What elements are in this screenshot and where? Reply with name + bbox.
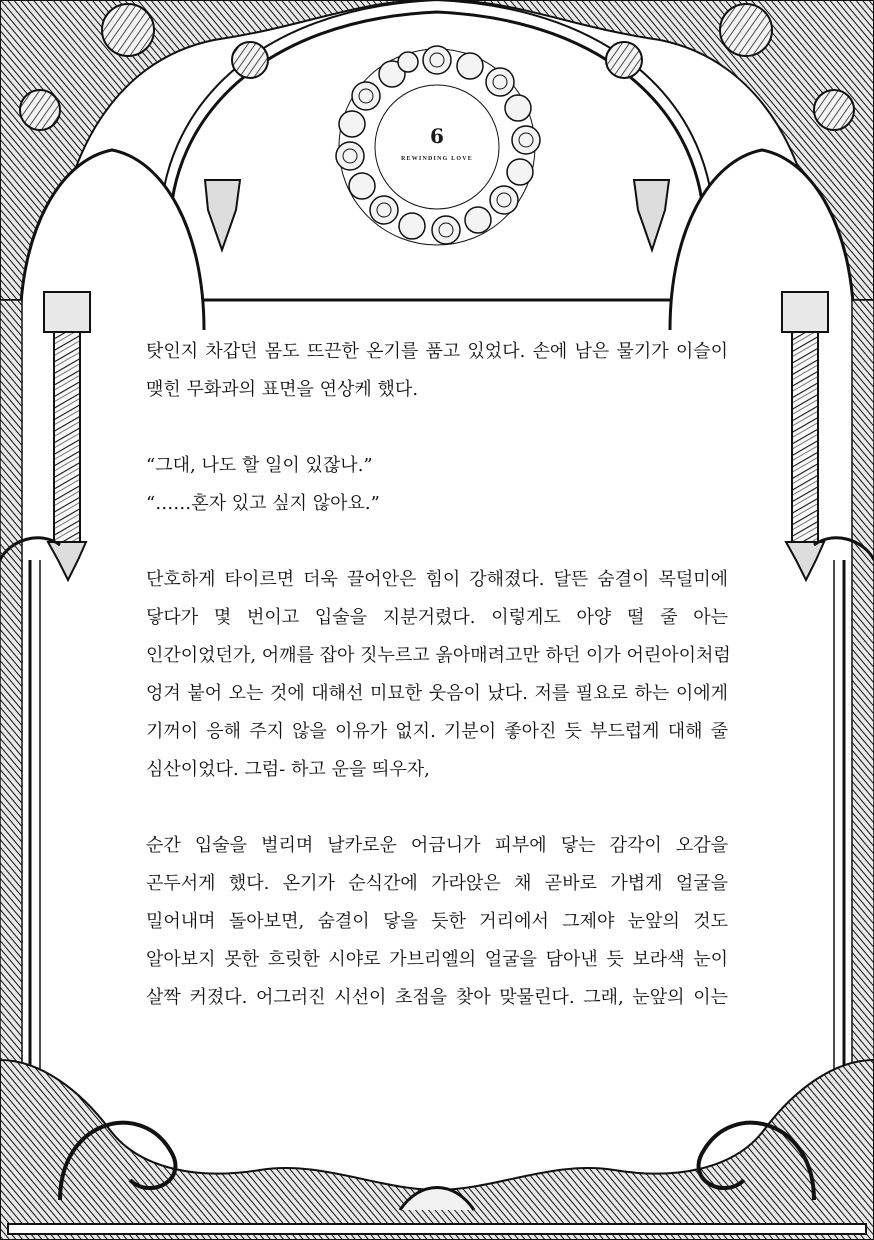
body-text — [146, 333, 731, 1017]
text-line: 순간 입술을 벌리며 날카로운 어금니가 피부에 닿는 감각이 오감을 — [146, 835, 728, 856]
text-line: 알아보지 못한 흐릿한 시야로 가브리엘의 얼굴을 담아낸 듯 보라색 눈이 — [146, 949, 728, 970]
dialogue-line: “그대, 나도 할 일이 있잖나.” — [146, 455, 373, 476]
text-line: 닿다가 몇 번이고 입술을 지분거렸다. 이렇게도 아양 떨 줄 아는 — [146, 607, 728, 628]
dialogue-line: “……혼자 있고 싶지 않아요.” — [146, 493, 380, 514]
chapter-number: 6 — [430, 124, 444, 148]
text-line: 인간이었던가, 어깨를 잡아 짓누르고 옭아매려고만 하던 이가 어린아이처럼 — [146, 645, 731, 666]
text-line: 살짝 커졌다. 어그러진 시선이 초점을 찾아 맞물린다. 그래, 눈앞의 이는 — [146, 987, 728, 1008]
text-line: 맺힌 무화과의 표면을 연상케 했다. — [146, 379, 419, 400]
chapter-subtitle: REWINDING LOVE — [401, 156, 473, 162]
right-column — [782, 292, 874, 1100]
text-line: 기꺼이 응해 주지 않을 이유가 없지. 기분이 좋아진 듯 부드럽게 대해 줄 — [146, 721, 728, 742]
text-line: 단호하게 타이르면 더욱 끌어안은 힘이 강해졌다. 달뜬 숨결이 목덜미에 — [146, 569, 728, 590]
text-line: 곤두서게 했다. 온기가 순식간에 가라앉은 채 곧바로 가볍게 얼굴을 — [146, 873, 728, 894]
text-line: 심산이었다. 그럼- 하고 운을 띄우자, — [146, 759, 430, 780]
text-line: 탓인지 차갑던 몸도 뜨끈한 온기를 품고 있었다. 손에 남은 물기가 이슬이 — [146, 341, 728, 362]
text-line: 밀어내며 돌아보면, 숨결이 닿을 듯한 거리에서 그제야 눈앞의 것도 — [146, 911, 728, 932]
text-line: 엉겨 붙어 오는 것에 대해선 미묘한 웃음이 났다. 저를 필요로 하는 이에게 — [146, 683, 728, 704]
bottom-scrollwork — [0, 1060, 874, 1240]
left-column — [0, 292, 90, 1100]
